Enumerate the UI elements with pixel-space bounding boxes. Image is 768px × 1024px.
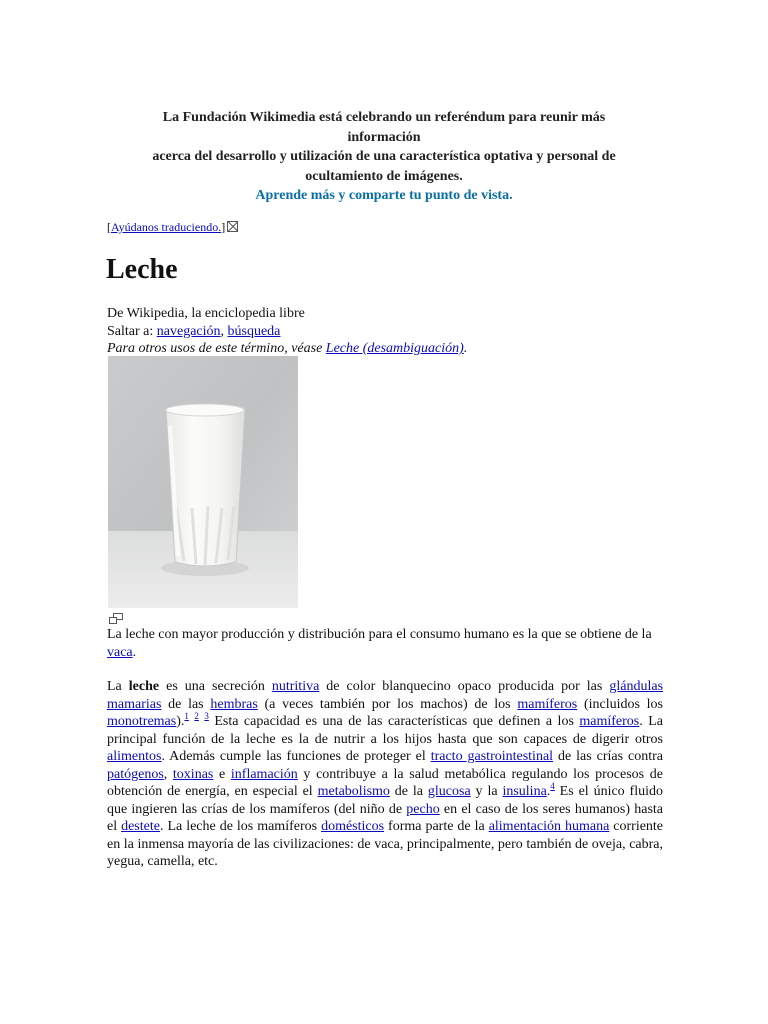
- disambiguation-link[interactable]: Leche (desambiguación): [325, 341, 464, 356]
- jump-search-link[interactable]: búsqueda: [227, 323, 281, 339]
- translate-notice: [Ayúdanos traduciendo.]: [107, 220, 238, 234]
- reference-1[interactable]: 1: [184, 711, 189, 721]
- link-patogenos[interactable]: patógenos: [107, 766, 164, 782]
- link-glucosa[interactable]: glucosa: [427, 784, 471, 799]
- link-tracto-gastrointestinal[interactable]: tracto gastrointestinal: [430, 749, 554, 764]
- disambiguation-note: Para otros usos de este término, véase Leche (desambiguación).: [107, 341, 468, 356]
- link-mamiferos-2[interactable]: mamíferos: [579, 714, 640, 729]
- link-insulina[interactable]: insulina: [502, 784, 547, 799]
- jump-navigation-link[interactable]: navegación: [156, 323, 221, 339]
- link-monotremas[interactable]: monotremas: [107, 714, 177, 729]
- page-title: Leche: [106, 254, 178, 285]
- link-alimentos[interactable]: alimentos: [107, 749, 162, 764]
- link-mamiferos[interactable]: mamíferos: [517, 696, 578, 712]
- site-tagline: De Wikipedia, la enciclopedia libre: [107, 306, 305, 321]
- link-inflamacion[interactable]: inflamación: [230, 766, 298, 782]
- link-pecho[interactable]: pecho: [406, 801, 440, 817]
- bold-term: leche: [128, 679, 160, 694]
- close-icon[interactable]: [227, 221, 238, 232]
- link-hembras[interactable]: hembras: [210, 696, 258, 712]
- reference-4[interactable]: 4: [550, 781, 555, 791]
- reference-2[interactable]: 2: [194, 711, 199, 721]
- article-meta: [107, 305, 667, 358]
- link-alimentacion-humana[interactable]: alimentación humana: [488, 819, 610, 834]
- jump-links: Saltar a: navegación, búsqueda: [107, 323, 281, 339]
- enlarge-icon[interactable]: [108, 613, 124, 625]
- article-paragraph: La leche es una secreción nutritiva de color blanquecino opaco producida por las glándulas mamarias de las hembras (a veces también por los machos) de los mamíferos (incluidos los monotremas).$^1$ $^2$ $^3$ Esta capacidad es una de las características que definen a los mamíferos. La principal función de la leche es la de nutrir a los hijos hasta que son capaces de digerir otros alimentos. Además cumple las funciones de proteger el tracto gastrointestinal de las crías contra patógenos, toxinas e inflamación y contribuye a la salud metabólica regulando los procesos de obtención de energía, en especial el metabolismo de la glucosa y la insulina.$^4$ Es el único fluido que ingieren las crías de los mamíferos (del niño de pecho en el caso de los seres humanos) hasta el destete. La leche de los mamíferos domésticos forma parte de la alimentación humana corriente en la inmensa mayoría de las civilizaciones: de vaca, principalmente, pero también de oveja, cabra, yegua, camella, etc.: [107, 679, 664, 869]
- link-domesticos[interactable]: domésticos: [321, 819, 385, 834]
- link-nutritiva[interactable]: nutritiva: [271, 679, 320, 694]
- caption-link-vaca[interactable]: vaca: [107, 644, 133, 660]
- link-destete[interactable]: destete: [121, 819, 160, 834]
- wikimedia-notice: [130, 108, 638, 206]
- image-caption: La leche con mayor producción y distribución para el consumo humano es la que se obtiene de la vaca.: [107, 627, 652, 660]
- reference-3[interactable]: 3: [204, 711, 209, 721]
- notice-line-2: acerca del desarrollo y utilización de una característica optativa y personal de ocultamiento de imágenes.: [152, 149, 616, 184]
- learn-more-link[interactable]: Aprende más y comparte tu punto de vista.: [255, 188, 513, 203]
- link-toxinas[interactable]: toxinas: [172, 766, 214, 782]
- help-translate-link[interactable]: Ayúdanos traduciendo.: [111, 220, 222, 234]
- link-glandulas-mamarias[interactable]: glándulas mamarias: [107, 679, 664, 712]
- milk-glass-image[interactable]: [108, 356, 298, 608]
- notice-line-1: La Fundación Wikimedia está celebrando un referéndum para reunir más información: [162, 110, 606, 145]
- link-metabolismo[interactable]: metabolismo: [317, 784, 390, 799]
